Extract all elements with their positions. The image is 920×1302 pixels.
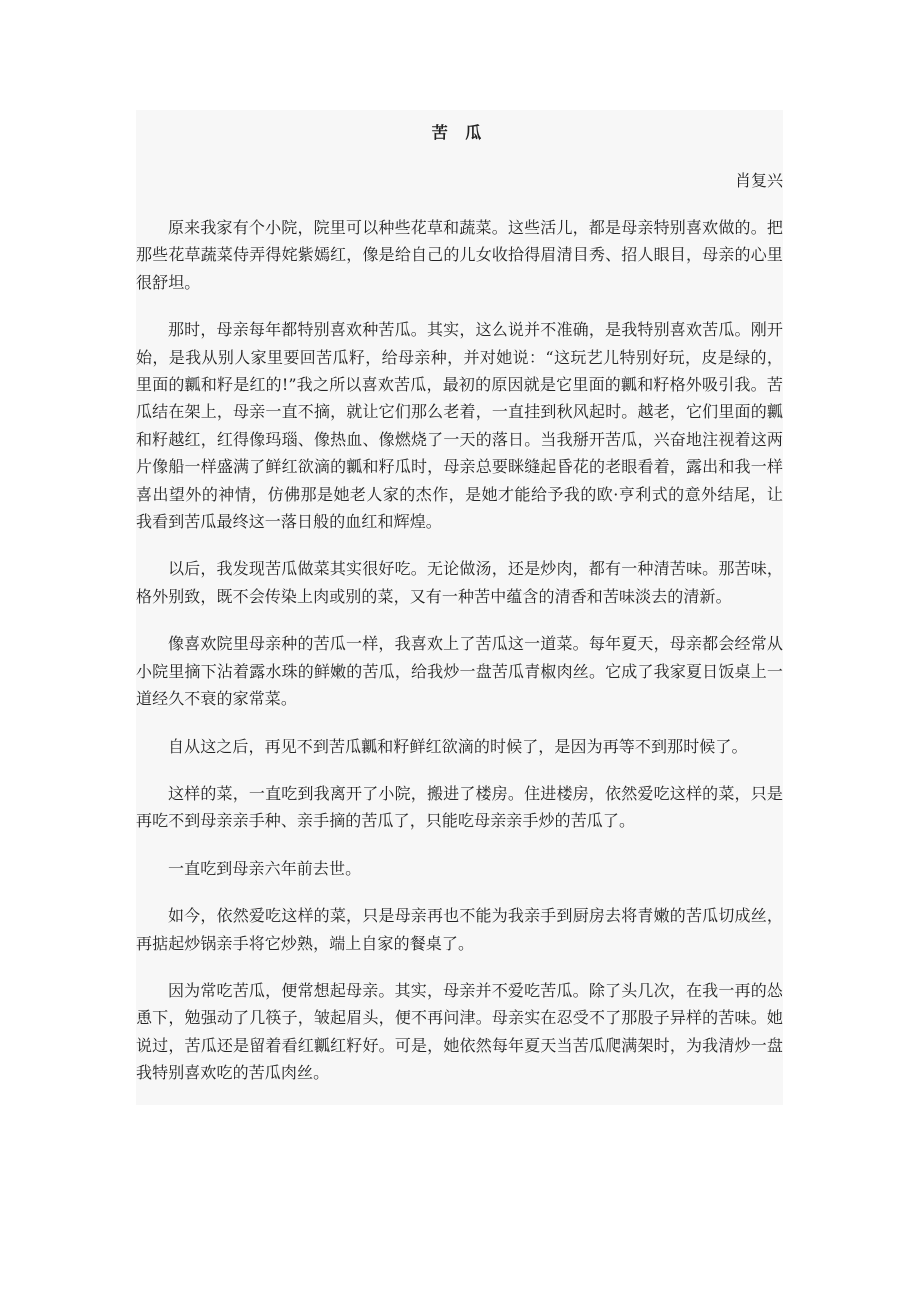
document-title: 苦 瓜 [431,123,488,142]
document-page [136,110,783,1105]
paragraph-9: 因为常吃苦瓜，便常想起母亲。其实，母亲并不爱吃苦瓜。除了头几次，在我一再的怂恿下，勉强动了几筷子，皱起眉头，便不再问津。母亲实在忍受不了那股子异样的苦味。她说过，苦瓜还是留着看红瓤红籽好。可是，她依然每年夏天当苦瓜爬满架时，为我清炒一盘我特别喜欢吃的苦瓜肉丝。 [136,980,783,1083]
paragraph-5: 自从这之后，再见不到苦瓜瓤和籽鲜红欲滴的时候了，是因为再等不到那时候了。 [168,736,748,756]
paragraph-7: 一直吃到母亲六年前去世。 [168,858,362,878]
paragraph-6: 这样的菜，一直吃到我离开了小院，搬进了楼房。住进楼房，依然爱吃这样的菜，只是再吃不到母亲亲手种、亲手摘的苦瓜了，只能吃母亲亲手炒的苦瓜了。 [136,783,783,831]
paragraph-2: 那时，母亲每年都特别喜欢种苦瓜。其实，这么说并不准确，是我特别喜欢苦瓜。刚开始，是我从别人家里要回苦瓜籽，给母亲种，并对她说：“这玩艺儿特别好玩，皮是绿的，里面的瓤和籽是红的!”我之所以喜欢苦瓜，最初的原因就是它里面的瓤和籽格外吸引我。苦瓜结在架上，母亲一直不摘，就让它们那么老着，一直挂到秋风起时。越老，它们里面的瓤和籽越红，红得像玛瑙、像热血、像燃烧了一天的落日。当我掰开苦瓜，兴奋地注视着这两片像船一样盛满了鲜红欲滴的瓤和籽瓜时，母亲总要眯缝起昏花的老眼看着，露出和我一样喜出望外的神情，仿佛那是她老人家的杰作，是她才能给予我的欧·亨利式的意外结尾，让我看到苦瓜最终这一落日般的血红和辉煌。 [136,320,783,532]
paragraph-1: 原来我家有个小院，院里可以种些花草和蔬菜。这些活儿，都是母亲特别喜欢做的。把那些花草蔬菜侍弄得姹紫嫣红，像是给自己的儿女收拾得眉清目秀、招人眼目，母亲的心里很舒坦。 [136,218,783,292]
paragraph-8: 如今，依然爱吃这样的菜，只是母亲再也不能为我亲手到厨房去将青嫩的苦瓜切成丝，再掂起炒锅亲手将它炒熟，端上自家的餐桌了。 [136,906,783,953]
paragraph-3: 以后，我发现苦瓜做菜其实很好吃。无论做汤，还是炒肉，都有一种清苦味。那苦味，格外别致，既不会传染上肉或别的菜，又有一种苦中蕴含的清香和苦味淡去的清新。 [136,559,783,606]
paragraph-4: 像喜欢院里母亲种的苦瓜一样，我喜欢上了苦瓜这一道菜。每年夏天，母亲都会经常从小院里摘下沾着露水珠的鲜嫩的苦瓜，给我炒一盘苦瓜青椒肉丝。它成了我家夏日饭桌上一道经久不衰的家常菜。 [136,634,783,709]
author-name: 肖复兴 [734,171,783,190]
